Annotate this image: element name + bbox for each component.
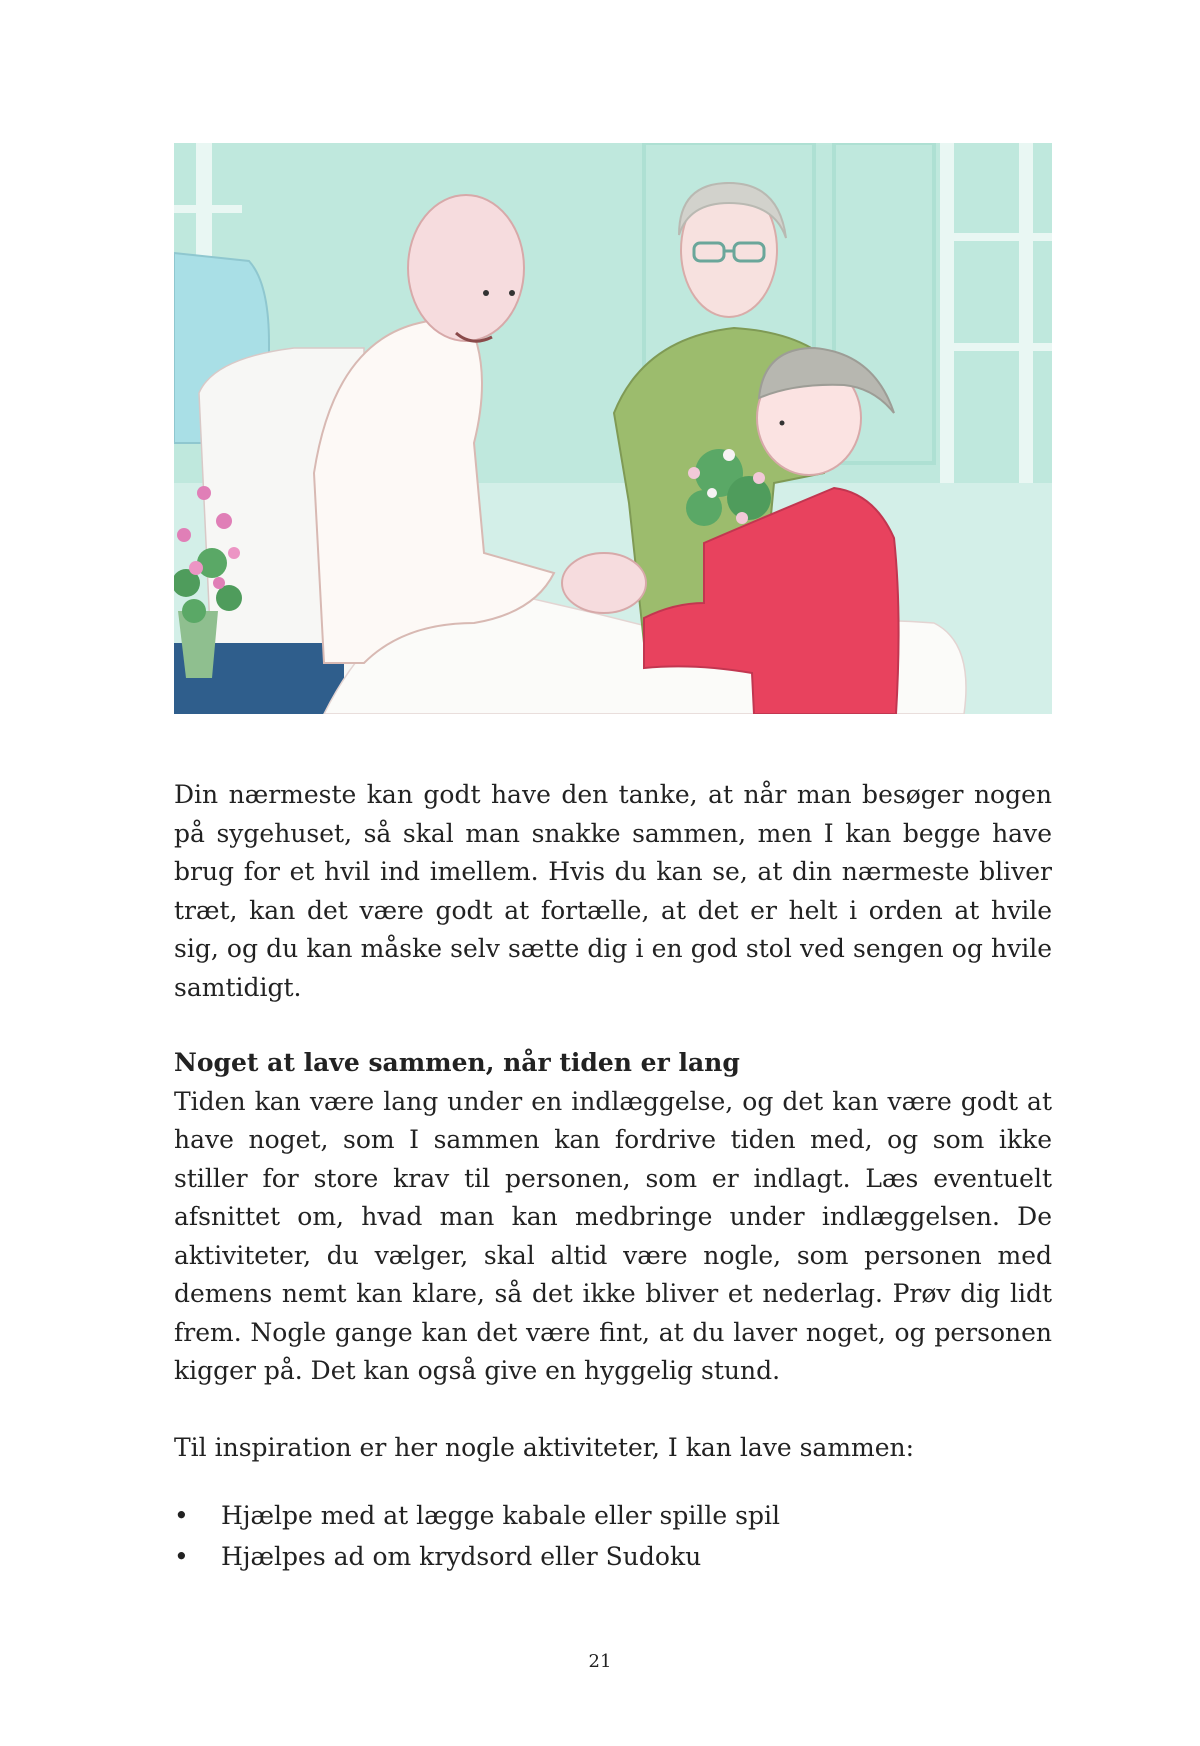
list-item-text: Hjælpes ad om krydsord eller Sudoku	[221, 1542, 702, 1571]
section-heading: Noget at lave sammen, når tiden er lang	[174, 1048, 740, 1077]
bullet-icon: •	[174, 1501, 189, 1530]
page-number: 21	[588, 1651, 612, 1672]
old-man-eye	[509, 290, 515, 296]
paragraph: Din nærmeste kan godt have den tanke, at når man besøger nogen på sygehuset, så skal man snakke sammen, men I kan begge have brug for et hvil ind imellem. Hvis du kan se, at din nærmeste bliver træt, kan det være godt at fortælle, at det er helt i orden at hvile sig, og du kan måske selv sætte dig i en god stol ved sengen og hvile samtidigt.	[174, 780, 1052, 1002]
hospital-visit-illustration	[174, 143, 1052, 714]
list-item	[174, 1536, 1052, 1577]
list-intro: Til inspiration er her nogle aktiviteter, I kan lave sammen:	[174, 1432, 915, 1462]
old-man-head	[408, 195, 524, 341]
boy-eye	[780, 421, 785, 426]
bullet-icon: •	[174, 1542, 189, 1571]
list-item-text: Hjælpe med at lægge kabale eller spille spil	[221, 1501, 780, 1530]
activity-list	[174, 1495, 1052, 1577]
list-item	[174, 1495, 1052, 1536]
body-text	[174, 776, 1052, 1577]
hands	[562, 553, 646, 613]
paragraph: Tiden kan være lang under en indlæggelse, og det kan være godt at have noget, som I sammen kan fordrive tiden med, og som ikke stiller for store krav til personen, som er indlagt. Læs eventuelt afsnittet om, hvad man kan medbringe under indlæggelsen. De aktiviteter, du vælger, skal altid være nogle, som personen med demens nemt kan klare, så det ikke bliver et nederlag. Prøv dig lidt frem. Nogle gange kan det være fint, at du laver noget, og personen kigger på. Det kan også give en hyggelig stund.	[174, 1086, 1052, 1385]
old-man-eye	[483, 290, 489, 296]
